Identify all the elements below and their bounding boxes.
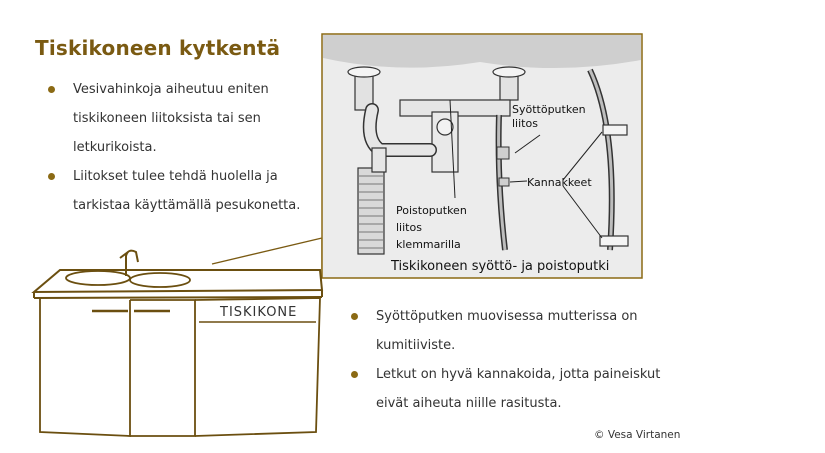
label-feed-joint-1: Syöttöputken bbox=[512, 103, 586, 116]
bullet-text: Liitokset tulee tehdä huolella ja tarkistaa käyttämällä pesukonetta. bbox=[73, 169, 301, 213]
pipe-photo bbox=[322, 34, 642, 278]
list-item bbox=[348, 302, 668, 360]
label-feed-joint-2: liitos bbox=[512, 117, 538, 130]
list-item bbox=[45, 162, 325, 220]
copyright-notice: © Vesa Virtanen bbox=[594, 429, 681, 441]
bullet-dot bbox=[351, 313, 358, 320]
label-drain-3: klemmarilla bbox=[396, 238, 461, 251]
bullet-list-left bbox=[45, 75, 325, 220]
slide-title: Tiskikoneen kytkentä bbox=[35, 36, 281, 60]
label-drain-1: Poistoputken bbox=[396, 204, 467, 217]
photo-caption: Tiskikoneen syöttö- ja poistoputki bbox=[391, 259, 610, 274]
kitchen-cabinet-drawing bbox=[34, 251, 322, 436]
bullet-dot bbox=[351, 371, 358, 378]
callout-pointer bbox=[212, 238, 322, 274]
bullet-dot bbox=[48, 86, 55, 93]
bullet-list-right bbox=[348, 302, 668, 418]
dishwasher-label: TISKIKONE bbox=[220, 305, 298, 320]
bullet-dot bbox=[48, 173, 55, 180]
bullet-text: Letkut on hyvä kannakoida, jotta paineiskut eivät aiheuta niille rasitusta. bbox=[376, 367, 661, 411]
list-item bbox=[45, 75, 325, 162]
list-item bbox=[348, 360, 668, 418]
label-drain-2: liitos bbox=[396, 221, 422, 234]
bullet-text: Vesivahinkoja aiheutuu eniten tiskikoneen liitoksista tai sen letkurikoista. bbox=[73, 82, 269, 155]
label-brackets: Kannakkeet bbox=[527, 176, 592, 189]
bullet-text: Syöttöputken muovisessa mutterissa on kumitiiviste. bbox=[376, 309, 638, 353]
